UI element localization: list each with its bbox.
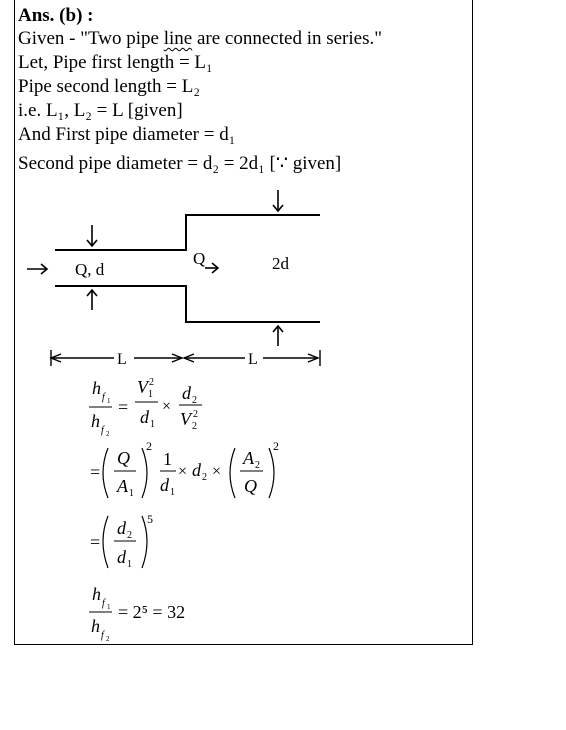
line-lengths-equal: i.e. L₁, L₂ = L [given] xyxy=(18,100,183,121)
equation-4-result: = 2⁵ = 32 xyxy=(118,602,186,622)
svg-text:2: 2 xyxy=(255,460,260,471)
svg-text:f: f xyxy=(102,392,105,403)
svg-text:2: 2 xyxy=(106,430,110,438)
svg-text:h: h xyxy=(91,616,100,636)
svg-text:h: h xyxy=(92,584,101,604)
answer-label xyxy=(18,4,93,28)
length-label-1: L xyxy=(117,351,127,368)
dimension-lines xyxy=(51,350,320,366)
svg-text:1: 1 xyxy=(163,449,172,469)
equation-1 xyxy=(89,377,202,438)
svg-text:×: × xyxy=(178,463,188,480)
svg-text:d: d xyxy=(192,460,201,480)
svg-text:d: d xyxy=(140,407,149,427)
svg-text:d: d xyxy=(182,383,191,403)
svg-text:2: 2 xyxy=(146,439,152,453)
svg-text:2: 2 xyxy=(192,395,197,406)
line-first-diameter: And First pipe diameter = d₁ xyxy=(18,124,236,145)
given-line xyxy=(18,27,382,51)
svg-text:d: d xyxy=(117,518,126,538)
svg-text:×: × xyxy=(162,398,172,415)
svg-text:1: 1 xyxy=(129,488,134,499)
svg-text:2: 2 xyxy=(273,439,279,453)
diameter-label: 2d xyxy=(272,254,289,273)
svg-text:1: 1 xyxy=(127,559,132,570)
svg-text:×: × xyxy=(212,463,222,480)
svg-text:1: 1 xyxy=(150,419,155,430)
equations xyxy=(0,370,566,650)
svg-text:f: f xyxy=(101,425,104,436)
line-second-diameter: Second pipe diameter = d₂ = 2d₁ [∵ given] xyxy=(18,153,342,174)
equation-4 xyxy=(89,584,185,643)
svg-text:d: d xyxy=(160,475,169,495)
line-second-length: Pipe second length = L₂ xyxy=(18,76,200,97)
svg-text:2: 2 xyxy=(149,377,154,388)
svg-text:=: = xyxy=(90,532,101,552)
svg-text:h: h xyxy=(91,411,100,431)
svg-text:f: f xyxy=(102,598,105,609)
given-suffix: are connected in series." xyxy=(192,28,382,49)
line-first-length: Let, Pipe first length = L₁ xyxy=(18,52,213,73)
svg-text:2: 2 xyxy=(193,409,198,420)
equation-3 xyxy=(90,512,153,570)
equation-2 xyxy=(90,439,279,499)
length-label-2: L xyxy=(248,351,258,368)
svg-text:f: f xyxy=(101,630,104,641)
given-underlined: line xyxy=(163,28,193,49)
svg-text:h: h xyxy=(92,378,101,398)
svg-text:1: 1 xyxy=(170,487,175,498)
svg-text:2: 2 xyxy=(202,472,207,483)
svg-text:V: V xyxy=(180,409,191,429)
flow-label-right: Q xyxy=(193,249,206,268)
svg-text:Q: Q xyxy=(117,448,130,468)
svg-text:1: 1 xyxy=(107,603,111,611)
given-prefix: Given - "Two pipe xyxy=(18,28,164,49)
svg-text:1: 1 xyxy=(148,389,153,400)
flow-label-left: Q, d xyxy=(75,260,105,279)
svg-text:Q: Q xyxy=(244,476,257,496)
svg-text:1: 1 xyxy=(107,397,111,405)
svg-text:5: 5 xyxy=(147,512,153,526)
svg-text:2: 2 xyxy=(106,635,110,643)
svg-text:A: A xyxy=(243,448,254,468)
svg-text:d: d xyxy=(117,547,126,567)
answer-label-text: Ans. (b) : xyxy=(18,5,94,26)
svg-text:V: V xyxy=(137,377,148,397)
svg-text:2: 2 xyxy=(192,421,197,432)
svg-text:A: A xyxy=(117,476,128,496)
svg-text:=: = xyxy=(90,462,101,482)
svg-text:=: = xyxy=(118,397,129,417)
svg-text:2: 2 xyxy=(127,530,132,541)
